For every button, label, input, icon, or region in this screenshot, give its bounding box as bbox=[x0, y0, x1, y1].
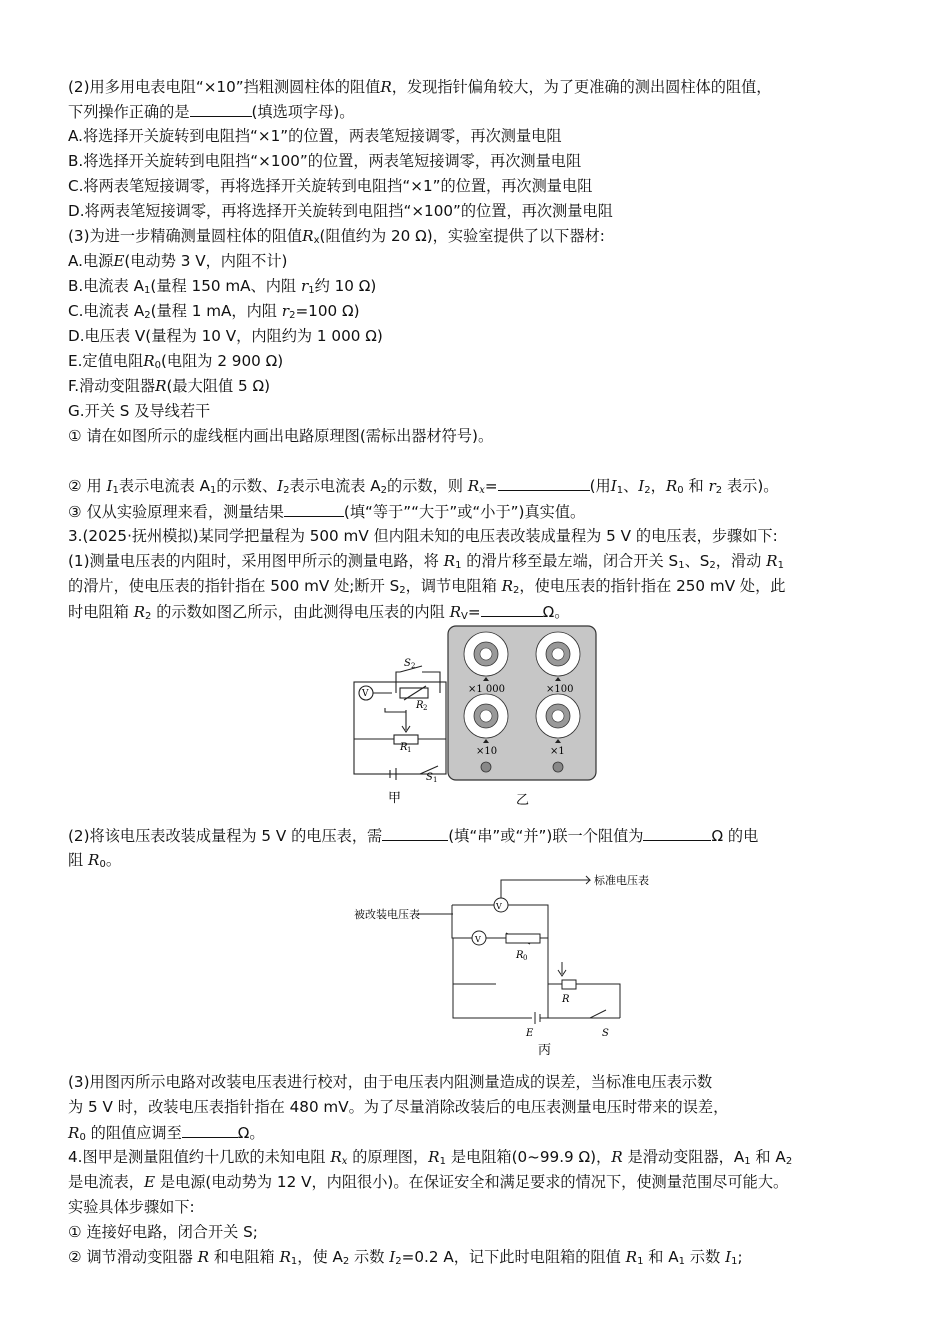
equipment-c: C.电流表 $A_2$(量程 1 mA，内阻 $r_2=100$ Ω) bbox=[68, 302, 360, 321]
q4-step1: ① 连接好电路，闭合开关 S; bbox=[68, 1223, 258, 1241]
label-e: E bbox=[526, 1028, 534, 1039]
terminal bbox=[553, 762, 563, 772]
q2-3-sub1: ① 请在如图所示的虚线框内画出电路原理图(需标出器材符号)。 bbox=[68, 427, 494, 445]
caption-yi: 乙 bbox=[516, 793, 530, 808]
dial-label-100: ×100 bbox=[546, 684, 574, 695]
label-r2: R bbox=[416, 700, 424, 711]
caption-bing: 丙 bbox=[538, 1043, 552, 1058]
label-r1: R bbox=[400, 742, 408, 753]
label-s1-sub: 1 bbox=[433, 776, 438, 784]
q4-step2: ② 调节滑动变阻器 R 和电阻箱 $R_1$，使 $A_2$ 示数 $I_2=0.2$ A，记下此时电阻箱的阻值 $R_1$ 和 $A_1$ 示数 $I_1$; bbox=[68, 1248, 743, 1267]
label-standard-voltmeter: 标准电压表 bbox=[594, 874, 649, 887]
figure-bing-calibration-circuit bbox=[354, 870, 649, 1060]
q2-3-sub3: ③ 仅从实验原理来看，测量结果 (填“等于”“大于”或“小于”)真实值。 bbox=[68, 500, 585, 523]
dial-label-1: ×1 bbox=[550, 746, 565, 757]
label-v: V bbox=[362, 689, 369, 699]
answer-blank[interactable] bbox=[284, 500, 344, 517]
q4-line3: 实验具体步骤如下: bbox=[68, 1198, 195, 1216]
rheostat-r-symbol bbox=[562, 980, 576, 989]
label-s: S bbox=[602, 1028, 609, 1039]
r0-resistor-symbol bbox=[506, 934, 540, 943]
label-r2-sub: 2 bbox=[423, 704, 428, 712]
label-s2: S bbox=[404, 658, 411, 669]
q3-p1-line1: (1)测量电压表的内阻时，采用图甲所示的测量电路，将 $R_1$ 的滑片移至最左端，闭合开关 $S_1$、$S_2$，滑动 $R_1$ bbox=[68, 552, 784, 571]
figure-jia-circuit bbox=[350, 650, 460, 810]
equipment-e: E.定值电阻$R_0$(电阻为 2 900 Ω) bbox=[68, 352, 284, 371]
equipment-d: D.电压表 V(量程为 10 V，内阻约为 1 000 Ω) bbox=[68, 327, 383, 345]
q4-line1: 4.图甲是测量阻值约十几欧的未知电阻 $R_x$ 的原理图，$R_1$ 是电阻箱(0~99.9 Ω)，R 是滑动变阻器，$A_1$ 和 $A_2$ bbox=[68, 1148, 793, 1167]
caption-jia: 甲 bbox=[388, 791, 402, 806]
answer-blank[interactable] bbox=[481, 600, 543, 617]
label-modified-voltmeter: 被改装电压表 bbox=[354, 908, 420, 921]
q3-p3-line2: 为 5 V 时，改装电压表指针指在 480 mV。为了尽量消除改装后的电压表测量电压时带来的误差， bbox=[68, 1098, 729, 1116]
equipment-g: G.开关 S 及导线若干 bbox=[68, 402, 211, 420]
figure-yi-resistance-box bbox=[446, 624, 600, 814]
label-v1: V bbox=[496, 902, 502, 911]
q2-3-sub2: ② 用 $I_1$表示电流表 $A_1$的示数、$I_2$表示电流表 $A_2$的示数，则 $R_x=$ (用$I_1$、$I_2$，$R_0$ 和 $r_2$ 表示)。 bbox=[68, 474, 778, 502]
option-b: B.将选择开关旋转到电阻挡“×100”的位置，两表笔短接调零，再次测量电阻 bbox=[68, 152, 582, 170]
option-a: A.将选择开关旋转到电阻挡“×1”的位置，两表笔短接调零，再次测量电阻 bbox=[68, 127, 562, 145]
equipment-f: F.滑动变阻器R(最大阻值 5 Ω) bbox=[68, 377, 271, 395]
label-r: R bbox=[562, 994, 570, 1005]
q2-2-stem-line1: (2)用多用电表电阻“×10”挡粗测圆柱体的阻值R，发现指针偏角较大，为了更准确的测出圆柱体的阻值， bbox=[68, 78, 772, 96]
label-r0: R bbox=[516, 950, 524, 961]
label-v: V bbox=[475, 935, 481, 944]
q4-line2: 是电流表，E 是电源(电动势为 12 V，内阻很小)。在保证安全和满足要求的情况下，使测量范围尽可能大。 bbox=[68, 1173, 789, 1191]
label-s2-sub: 2 bbox=[411, 662, 416, 670]
q3-p2-line2: 阻 $R_0$。 bbox=[68, 851, 122, 870]
terminal bbox=[481, 762, 491, 772]
label-r1-sub: 1 bbox=[407, 746, 412, 754]
equipment-a: A.电源E(电动势 3 V，内阻不计) bbox=[68, 252, 288, 270]
label-s1: S bbox=[426, 772, 433, 783]
q2-2-stem-line2: 下列操作正确的是 (填选项字母)。 bbox=[68, 100, 354, 123]
q2-3-stem: (3)为进一步精确测量圆柱体的阻值$R_x$(阻值约为 20 Ω)，实验室提供了以下器材: bbox=[68, 227, 605, 246]
q3-p2-line1: (2)将该电压表改装成量程为 5 V 的电压表，需 (填“串”或“并”)联一个阻值为 Ω 的电 bbox=[68, 824, 758, 847]
q3-p1-line3: 时电阻箱 $R_2$ 的示数如图乙所示，由此测得电压表的内阻 $R_V= \Omega$。 bbox=[68, 600, 569, 628]
label-r0-sub: 0 bbox=[523, 954, 528, 962]
q3-p1-line2: 的滑片，使电压表的指针指在 500 mV 处;断开 $S_2$，调节电阻箱 $R_2$，使电压表的指针指在 250 mV 处，此 bbox=[68, 577, 786, 596]
q3-p3-line1: (3)用图丙所示电路对改装电压表进行校对，由于电压表内阻测量造成的误差，当标准电压表示数 bbox=[68, 1073, 713, 1091]
q3-title: 3.(2025·抚州模拟)某同学把量程为 500 mV 但内阻未知的电压表改装成量程为 5 V 的电压表，步骤如下: bbox=[68, 527, 778, 545]
option-c: C.将两表笔短接调零，再将选择开关旋转到电阻挡“×1”的位置，再次测量电阻 bbox=[68, 177, 593, 195]
dial-label-1000: ×1 000 bbox=[468, 684, 506, 695]
answer-blank[interactable] bbox=[643, 824, 711, 841]
option-d: D.将两表笔短接调零，再将选择开关旋转到电阻挡“×100”的位置，再次测量电阻 bbox=[68, 202, 613, 220]
answer-blank[interactable] bbox=[498, 474, 590, 491]
dial-label-10: ×10 bbox=[476, 746, 498, 757]
answer-blank[interactable] bbox=[182, 1121, 238, 1138]
equipment-b: B.电流表 $A_1$(量程 150 mA、内阻 $r_1$约 10 Ω) bbox=[68, 277, 377, 296]
answer-blank[interactable] bbox=[382, 824, 448, 841]
q3-p3-line3: $R_0$ 的阻值应调至 Ω。 bbox=[68, 1121, 265, 1149]
answer-blank[interactable] bbox=[190, 100, 252, 117]
